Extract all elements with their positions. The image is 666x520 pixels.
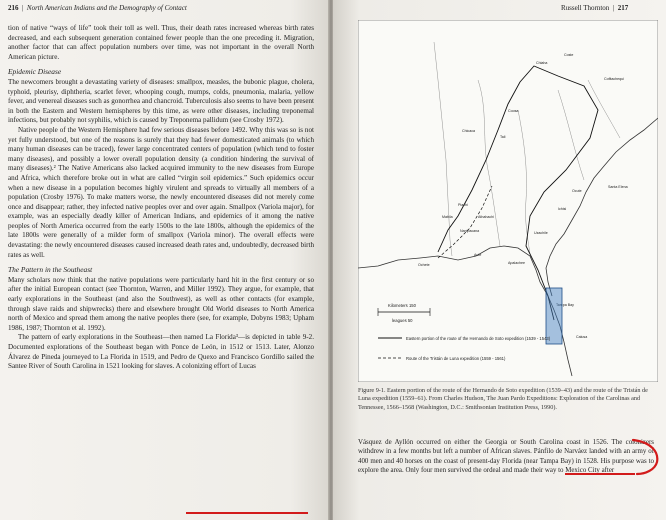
scale-leagues-label: leagues 50 xyxy=(392,318,413,323)
label-apalachee: Apalachee xyxy=(508,261,525,265)
left-running-head: 216 | North American Indians and the Demography of Contact xyxy=(8,4,187,12)
label-tali: Tali xyxy=(500,135,506,139)
label-uzachile: Uzachile xyxy=(534,231,548,235)
left-body xyxy=(8,24,314,372)
map-frame xyxy=(358,20,658,382)
label-coosa: Coosa xyxy=(508,109,519,113)
disease-paragraph-2: Native people of the Western Hemisphere had few serious diseases before 1492. Why this was so is not yet fully understood, but one of the reasons is surely that they had fewer domesticated animals (to which many human diseases can be traced), fewer large concentrated centers of population (which tend to foster many diseases), and possibly a lower overall population density (a condition hindering the survival of many diseases).² The Native Americans also lacked acquired immunity to the new diseases from Europe and Africa, which therefore broke out in what are called “virgin soil epidemics.” Such epidemics occur when a new disease in a population becomes highly virulent and spreads to virtually all members of a population (Crosby 1976). To make matters worse, the newly encountered diseases did not merely come once and disappear; rather, they infected native peoples over and over again. Smallpox (Variola major), for example, was an especially deadly killer of American Indians, and epidemics of it among the native peoples of North America occurred from the early 1500s to the late 1800s, although the epidemics of the late 1800s were generally of a milder form of smallpox (Variola minor). The overall effects were devastating: the newly encountered diseases caused increased death rates and, undoubtedly, decreased birth rates as well. xyxy=(8,125,314,259)
right-page-number: 217 xyxy=(617,4,629,12)
label-nanipacana: Nanipacana xyxy=(460,229,480,233)
label-chiaha: Chiaha xyxy=(536,61,548,65)
right-body-paragraph: Vásquez de Ayllón occurred on either the Georgia or South Carolina coast in 1526. The colonizers withdrew in a few months but left a number of African slaves. Pánfilo de Narváez landed with an army of 400 men and 40 horses on the coast of present-day Florida (near Tampa Bay) in 1528. His purpose was to explore the area. Only four men survived the ordeal and made their way to Mexico City after xyxy=(358,439,654,474)
red-arc-annotation xyxy=(631,438,663,478)
red-underline-right xyxy=(565,473,635,475)
label-chicaca: Chicaca xyxy=(462,129,475,133)
label-ocute: Ocute xyxy=(572,189,582,193)
label-cofitachequi: Cofitachequi xyxy=(604,77,624,81)
scale-km-label: Kilometers 150 xyxy=(388,303,416,308)
label-santa-elena: Santa Elena xyxy=(608,185,628,189)
red-underline-annotation xyxy=(186,512,308,514)
legend-solid-label: Eastern portion of the route of the Hernando de Soto expedition (1539 - 1543) xyxy=(406,336,551,341)
label-tampa-bay: Tampa Bay xyxy=(556,303,574,307)
right-body xyxy=(358,438,654,475)
label-calusa: Calusa xyxy=(576,335,588,339)
intro-paragraph: tion of native “ways of life” took their toll as well. Thus, their death rates increased whereas birth rates decreased, and each subsequent generation contained fewer people than the one preceding it. Migration, another factor that can affect population numbers over time, was not important in the overall North American picture. xyxy=(8,24,314,61)
label-aute: Aute xyxy=(474,253,482,257)
disease-paragraph-1: The newcomers brought a devastating variety of diseases: smallpox, measles, the bubonic plague, cholera, typhoid, pleurisy, diphtheria, scarlet fever, whooping cough, mumps, colds, pneumonia, malaria, yellow fever, and venereal diseases such as gonorrhea and chancroid. Tuberculosis also seems to have been present in both the Eastern and Western hemispheres by this time, as were other diseases, including treponemal infections, but probably not syphilis, which is caused by Treponema pallidum (see Crosby 1972). xyxy=(8,77,314,125)
section-epidemic-disease-title: Epidemic Disease xyxy=(8,67,62,77)
southeast-paragraph-1: Many scholars now think that the native populations were particularly hard hit in the first century or so after the initial European contact (see Thornton, Warren, and Miller 1992). They argue, for example, that early explorations in the Southeast (and also the Southwest), as well as other contacts (for example, through slave raids and shipwrecks) there and elsewhere brought Old World diseases to North America north of Mexico and spread them among the native peoples there (see, for example, Dobyns 1983; Upham 1986, 1987; Thornton et al. 1992). xyxy=(8,275,314,332)
legend-dashed-label: Route of the Tristán de Luna expedition (1559 - 1561) xyxy=(406,356,506,361)
right-page xyxy=(333,0,666,520)
left-page xyxy=(0,0,330,520)
left-running-title: North American Indians and the Demography of Contact xyxy=(26,4,187,12)
label-piachi: Piachi xyxy=(458,203,468,207)
section-southeast-title: The Pattern in the Southeast xyxy=(8,265,93,275)
right-running-title: Russell Thornton xyxy=(561,4,610,12)
label-mabila: Mabila xyxy=(442,215,453,219)
label-ochete: Ochete xyxy=(418,263,430,267)
figure-caption: Figure 9-1. Eastern portion of the route of the Hernando de Soto expedition (1539–43) and the route of the Tristán de Luna expedition (1559–61). From Charles Hudson, The Juan Pardo Expeditions: Exploration of the Carolinas and Tennessee, 1566–1568 (Washington, D.C.: Smithsonian Institution Press, 1990). xyxy=(358,387,648,411)
southeast-paragraph-2: The pattern of early explorations in the Southeast—then named La Florida³—is depicted in table 9-2. Documented explorations of the Southeast began with Ponce de León, in 1512 or 1513. Later, Alonzo Álvarez de Pineda journeyed to La Florida in 1519, and Pedro de Quexo and Francisco Gordillo sailed the Santee River of South Carolina in 1521 looking for slaves. A colonizing effort of Lucas xyxy=(8,333,314,371)
map-figure xyxy=(358,20,658,382)
left-page-number: 216 xyxy=(8,4,19,12)
right-running-head: Russell Thornton | 217 xyxy=(561,4,629,12)
label-coste: Coste xyxy=(564,53,574,57)
label-athahachi: Athahachi xyxy=(478,215,494,219)
label-ichisi: Ichisi xyxy=(558,207,567,211)
expedition-map xyxy=(358,20,658,382)
red-arc-path xyxy=(633,440,657,474)
